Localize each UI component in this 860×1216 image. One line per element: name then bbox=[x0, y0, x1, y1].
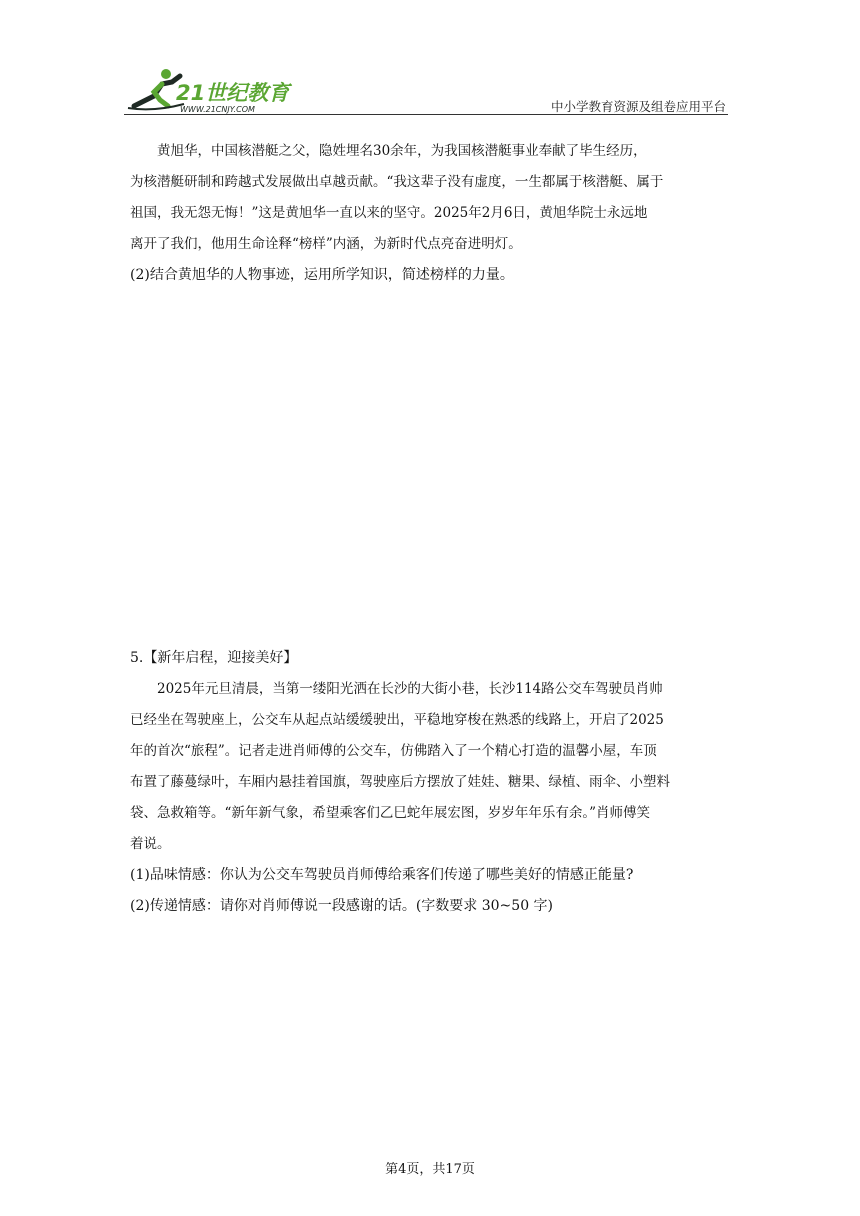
passage-line: 黄旭华，中国核潜艇之父，隐姓埋名30余年，为我国核潜艇事业奉献了毕生经历， bbox=[157, 143, 647, 159]
page-number: 第4页，共17页 bbox=[385, 1162, 475, 1177]
passage-line: 离开了我们，他用生命诠释“榜样”内涵，为新时代点亮奋进明灯。 bbox=[130, 236, 522, 252]
question-2: (2)传递情感：请你对肖师傅说一段感谢的话。(字数要求 30~50 字) bbox=[130, 898, 554, 914]
passage-line: 祖国，我无怨无悔！”这是黄旭华一直以来的坚守。2025年2月6日，黄旭华院士永远地 bbox=[130, 205, 648, 221]
passage-line: 袋、急救箱等。“新年新气象，希望乘客们乙巳蛇年展宏图，岁岁年年乐有余。”肖师傅笑 bbox=[130, 805, 651, 821]
question-1: (1)品味情感：你认为公交车驾驶员肖师傅给乘客们传递了哪些美好的情感正能量? bbox=[130, 867, 634, 883]
question-5-heading: 5.【新年启程，迎接美好】 bbox=[130, 650, 298, 666]
huang-xuhua-passage bbox=[130, 136, 730, 291]
runner-logo-icon bbox=[124, 66, 294, 116]
passage-line: 布置了藤蔓绿叶，车厢内悬挂着国旗，驾驶座后方摆放了娃娃、糖果、绿植、雨伞、小塑料 bbox=[130, 774, 670, 790]
site-label: 中小学教育资源及组卷应用平台 bbox=[550, 99, 726, 114]
new-year-section bbox=[130, 643, 730, 922]
passage-line: 2025年元旦清晨，当第一缕阳光洒在长沙的大街小巷，长沙114路公交车驾驶员肖帅 bbox=[157, 681, 663, 697]
passage-line: 已经坐在驾驶座上，公交车从起点站缓缓驶出，平稳地穿梭在熟悉的线路上，开启了2025 bbox=[130, 712, 664, 728]
passage-line: 年的首次“旅程”。记者走进肖师傅的公交车，仿佛踏入了一个精心打造的温馨小屋，车顶 bbox=[130, 743, 657, 759]
passage-line: 为核潜艇研制和跨越式发展做出卓越贡献。“我这辈子没有虚度，一生都属于核潜艇、属于 bbox=[130, 174, 664, 190]
page-header bbox=[124, 66, 728, 116]
logo-url: WWW.21CNJY.COM bbox=[180, 105, 255, 114]
logo-text: 21世纪教育 bbox=[176, 81, 290, 105]
question-2: (2)结合黄旭华的人物事迹，运用所学知识，简述榜样的力量。 bbox=[130, 267, 514, 283]
passage-line: 着说。 bbox=[130, 836, 171, 852]
logo bbox=[124, 66, 294, 116]
header-divider bbox=[124, 114, 728, 115]
